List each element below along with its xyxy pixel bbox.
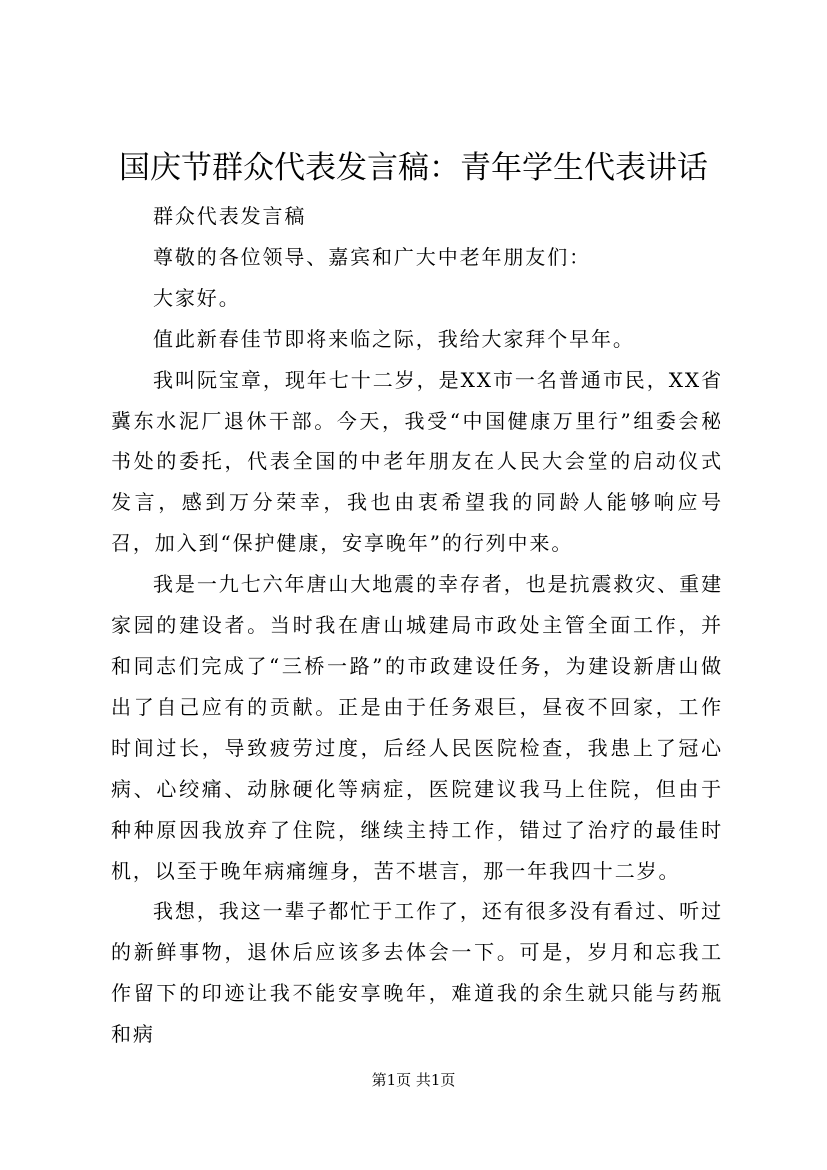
paragraph-greeting: 大家好。	[153, 285, 241, 310]
paragraph-earthquake-story: 我是一九七六年唐山大地震的幸存者，也是抗震救灾、重建家园的建设者。当时我在唐山城建局市政处主管全面工作，并和同志们完成了“三桥一路”的市政建设任务，为建设新唐山做出了自己应有的贡献。正是由于任务艰巨，昼夜不回家，工作时间过长，导致疲劳过度，后经人民医院检查，我患上了冠心病、心绞痛、动脉硬化等病症，医院建议我马上住院，但由于种种原因我放弃了住院，继续主持工作，错过了治疗的最佳时机，以至于晚年病痛缠身，苦不堪言，那一年我四十二岁。	[111, 572, 723, 883]
paragraph-introduction: 我叫阮宝章，现年七十二岁，是XX市一名普通市民，XX省冀东水泥厂退休干部。今天，我受“中国健康万里行”组委会秘书处的委托，代表全国的中老年朋友在人民大会堂的启动仪式发言，感到万分荣幸，我也由衷希望我的同龄人能够响应号召，加入到“保护健康，安享晚年”的行列中来。	[111, 367, 723, 556]
document-body	[111, 196, 723, 1055]
paragraph-heading: 群众代表发言稿	[153, 204, 307, 228]
paragraph-new-year-wish: 值此新春佳节即将来临之际，我给大家拜个早年。	[153, 326, 635, 351]
paragraph-retirement-thoughts: 我想，我这一辈子都忙于工作了，还有很多没有看过、听过的新鲜事物，退休后应该多去体会一下。可是，岁月和忘我工作留下的印迹让我不能安享晚年，难道我的余生就只能与药瓶和病	[111, 899, 723, 1047]
paragraph-salutation: 尊敬的各位领导、嘉宾和广大中老年朋友们：	[153, 244, 591, 269]
page-number-footer: 第1页 共1页	[371, 1071, 456, 1089]
document-title: 国庆节群众代表发言稿：青年学生代表讲话	[119, 150, 708, 186]
